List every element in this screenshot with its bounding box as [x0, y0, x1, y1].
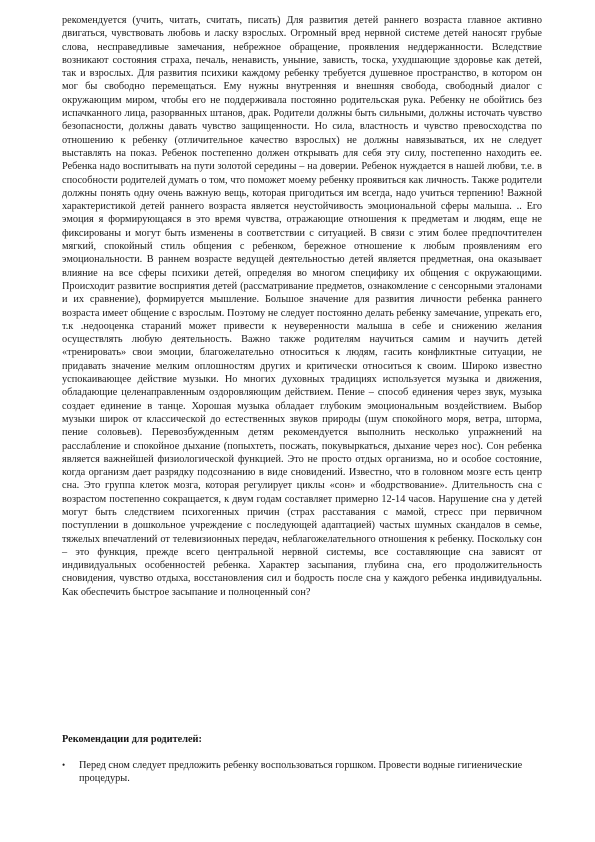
- list-item-text: Перед сном следует предложить ребенку воспользоваться горшком. Провести водные гигиенические процедуры.: [79, 760, 523, 785]
- body-paragraph: рекомендуется (учить, читать, считать, писать) Для развития детей раннего возраста главное активно двигаться, чувствовать любовь и ласку взрослых. Огромный вред нервной системе детей наносят грубые слова, несправедливые замечания, небрежное обращение, проявления неддержанности. Вследствие возникают состояния страха, печаль, ненависть, уныние, зависть, тоска, ухудшающие здоровье как детей, так и взрослых. Для развития психики каждому ребенку требуется душевное пространство, в котором он мог бы свободно перемещаться. Ему нужны внутренняя и внешняя свобода, свободный диалог с окружающим миром, чтобы его не поддерживала постоянно родительская рука. Ребенку не обойтись без испачканного лица, разорванных штанов, драк. Родители должны быть сильными, должны источать чувство безопасности, должны давать чувство защищенности. Но сила, властность и чувство превосходства по отношению к ребенку (отличительное качество взрослых) не должны навязываться, их не следует выставлять на показ. Ребенок постепенно должен открывать для себя эту силу, постепенно находить ее. Ребенка надо воспитывать на пути золотой середины – на доверии. Ребенок нуждается в нашей любви, т.е. в способности родителей думать о том, что поможет моему ребенку проявиться как личность. Также родители должны понять одну очень важную вещь, которая пригодиться им всегда, надо учиться терпению! Важной характеристикой детей раннего возраста является неустойчивость эмоциональной сферы малыша. .. Его эмоция я формирующаяся в это время чувства, отражающие отношения к предметам и людям, еще не фиксированы и могут быть изменены в соответствии с ситуацией. В связи с этим более предпочтителен мягкий, спокойный стиль общения с ребенком, бережное отношение к любым проявлениям его эмоциональности. В раннем возрасте ведущей деятельностью детей является предметная, она оказывает влияние на все сферы психики детей, определяя во многом специфику их общения с окружающими. Происходит развитие восприятия детей (рассматривание предметов, ознакомление с сенсорными эталонами и их сравнение), формируется мышление. Большое значение для развития личности ребенка раннего возраста имеет общение с взрослым. Поэтому не следует постоянно делать ребенку замечание, упрекать его, т.к .недооценка стараний может привести к неуверенности малыша в себе и снижению желания осуществлять любую деятельность. Важно также родителям научиться самим и научить детей «тренировать» свои эмоции, благожелательно относиться к людям, гасить конфликтные ситуации, не придавать значение мелким оплошностям других и критически относиться к своим. Широко известно успокаивающее действие музыки. Но многих духовных традициях используется музыка и движения, обладающие целенаправленным оздоровляющим действием. Пение – способ единения через звук, музыка создает единение в танце. Хорошая музыка обладает глубоким эмоциональным воздействием. Выбор музыки широк от классической до естественных звуков природы (шум спокойного моря, ветра, шторма, пение соловьев). Перевозбужденным детям рекомендуется выполнить несколько упражнений на расслабление и спокойное дыхание (попыхтеть, посжать, покувыркаться, дыхание через нос). Сон ребенка является важнейшей физиологической функцией. Это не просто отдых организма, но и особое состояние, когда организм дает разрядку подсознанию в виде сновидений. Известно, что в головном мозге есть центр сна. Это группа клеток мозга, которая регулирует циклы «сон» и «бодрствование». Длительность сна с возрастом постепенно сокращается, к двум годам составляет примерно 12-14 часов. Нарушение сна у детей могут быть следствием психогенных причин (страх расставания с мамой, стресс при первичном поступлении в дошкольное учреждение с последующей адаптацией) частых шумных скандалов в семье, тяжелых впечатлений от телевизионных передач, неблагожелательного отношения к ребенку. Поскольку сон – это функция, прежде всего центральной нервной системы, все составляющие сна зависят от индивидуальных особенностей ребенка. Характер засыпания, глубина сна, его продолжительность сновидения, чувство отдыха, восстановления сил и бодрость после сна у каждого ребенка индивидуальны. Как обеспечить быстрое засыпание и полноценный сон?: [62, 15, 542, 598]
- list-item: [62, 759, 542, 786]
- recommendations-heading: Рекомендации для родителей:: [62, 734, 202, 745]
- bullet-icon: •: [62, 760, 66, 770]
- recommendations-list: [62, 759, 542, 786]
